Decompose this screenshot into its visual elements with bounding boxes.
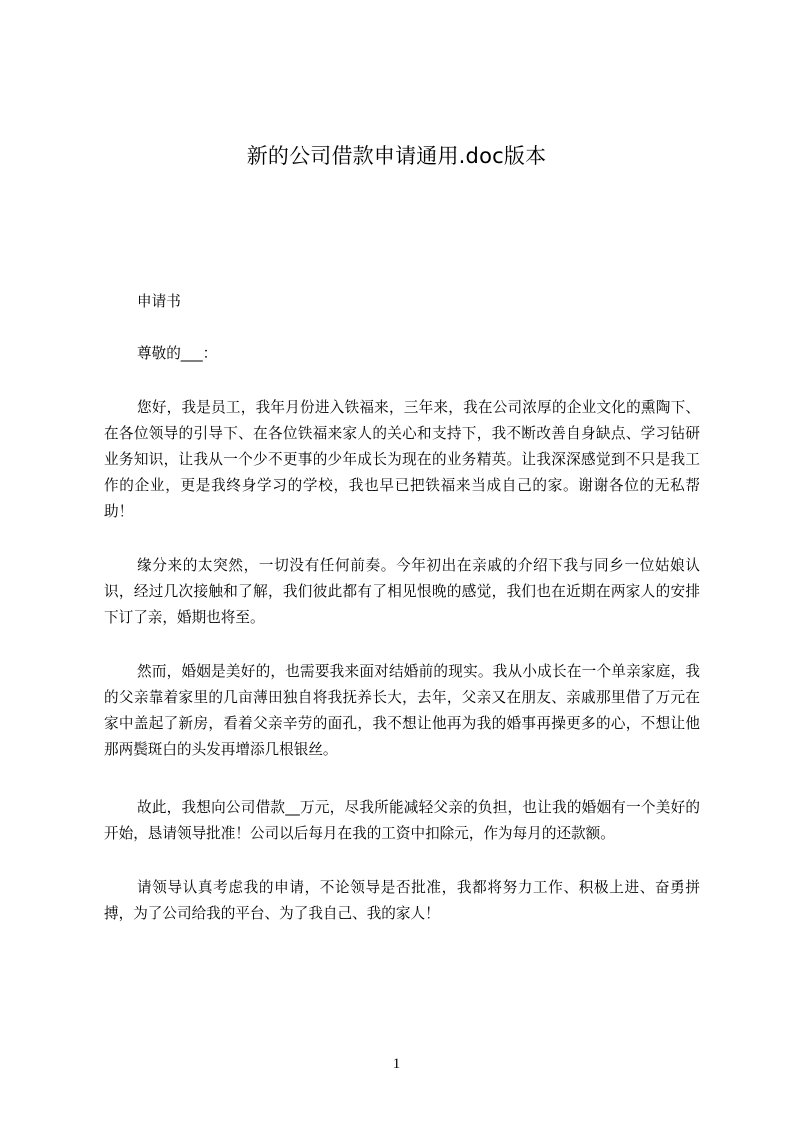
paragraph-family-situation: 然而，婚姻是美好的，也需要我来面对结婚前的现实。我从小成长在一个单亲家庭，我的父亲靠着家里的几亩薄田独自将我抚养长大，去年，父亲又在朋友、亲戚那里借了万元在家中盖起了新房，看着父亲辛劳的面孔，我不想让他再为我的婚事再操更多的心，不想让他那两鬓斑白的头发再增添几根银丝。 xyxy=(104,663,700,758)
paragraph-engagement: 缘分来的太突然，一切没有任何前奏。今年初出在亲戚的介绍下我与同乡一位姑娘认识，经过几次接触和了解，我们彼此都有了相见恨晚的感觉，我们也在近期在两家人的安排下订了亲，婚期也将至。 xyxy=(104,557,700,626)
paragraph-closing: 请领导认真考虑我的申请，不论领导是否批准，我都将努力工作、积极上进、奋勇拼搏，为了公司给我的平台、为了我自己、我的家人！ xyxy=(104,879,700,922)
letter-heading: 申请书 xyxy=(137,293,181,310)
page-number: 1 xyxy=(392,1056,401,1072)
document-title: 新的公司借款申请通用.doc版本 xyxy=(246,144,547,168)
salutation: 尊敬的___： xyxy=(137,345,218,362)
paragraph-loan-request: 故此，我想向公司借款__万元，尽我所能减轻父亲的负担，也让我的婚姻有一个美好的开始，恳请领导批准！公司以后每月在我的工资中扣除元，作为每月的还款额。 xyxy=(104,799,700,842)
paragraph-introduction: 您好，我是员工，我年月份进入铁福来，三年来，我在公司浓厚的企业文化的熏陶下、在各位领导的引导下、在各位铁福来家人的关心和支持下，我不断改善自身缺点、学习钻研业务知识，让我从一个少不更事的少年成长为现在的业务精英。让我深深感觉到不只是我工作的企业，更是我终身学习的学校，我也早已把铁福来当成自己的家。谢谢各位的无私帮助！ xyxy=(104,399,700,520)
